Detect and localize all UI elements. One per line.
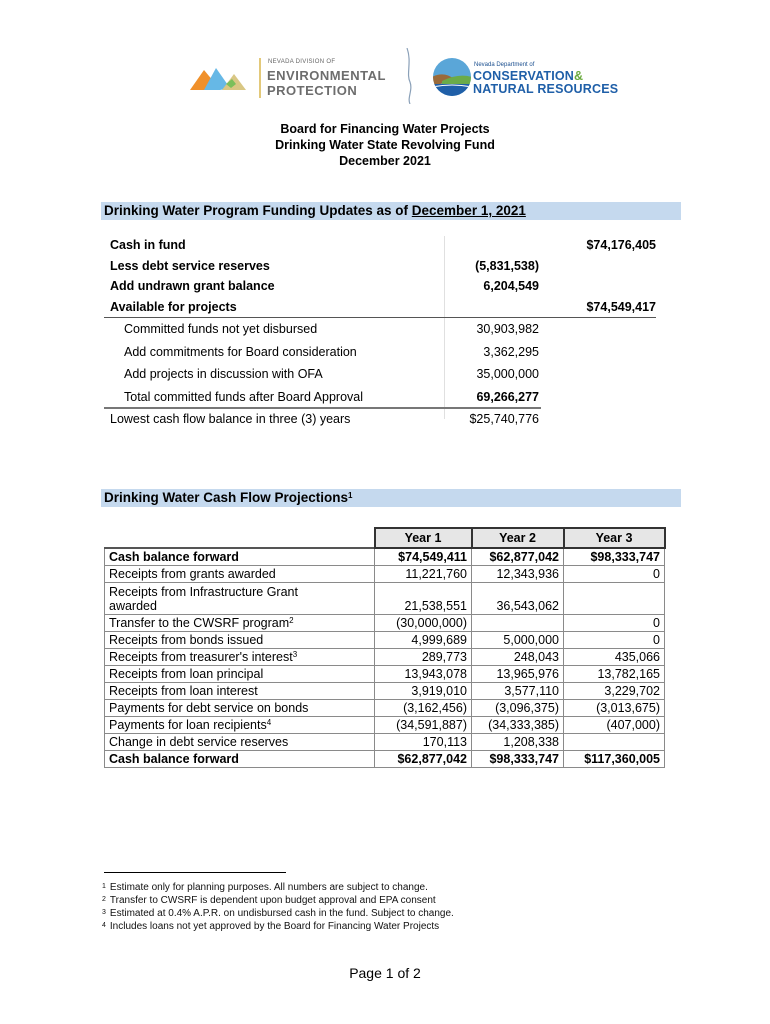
row-label (105, 648, 375, 665)
footnote-text: Transfer to CWSRF is dependent upon budget approval and EPA consent (109, 895, 436, 906)
year1-value: $62,877,042 (375, 750, 472, 767)
year1-value: 170,113 (375, 733, 472, 750)
table-row (105, 631, 665, 648)
row-label: Less debt service reserves (110, 258, 270, 273)
year2-value: $98,333,747 (472, 750, 564, 767)
row-label: Committed funds not yet disbursed (124, 322, 318, 336)
label-text: Payments for loan recipients (109, 718, 267, 732)
row-value: 30,903,982 (476, 322, 539, 336)
row-label (105, 682, 375, 699)
row-subvalue: (5,831,538) (475, 258, 539, 273)
row-value: 69,266,277 (476, 389, 539, 404)
row-label (105, 716, 375, 733)
ndep-subtitle: NEVADA DIVISION OF (268, 59, 336, 65)
footnote-ref: 1 (348, 491, 353, 500)
footnote-text: Estimate only for planning purposes. All numbers are subject to change. (109, 882, 428, 893)
label-text: Payments for debt service on bonds (109, 701, 309, 715)
year1-value: (3,162,456) (375, 699, 472, 716)
year2-value (472, 614, 564, 631)
dcnr-name-line1 (473, 69, 583, 83)
row-label: Add undrawn grant balance (110, 279, 275, 293)
table-row (105, 716, 665, 733)
commitment-total-row (104, 386, 656, 409)
row-label (105, 614, 375, 631)
ndep-name-line1: ENVIRONMENTAL (267, 68, 386, 83)
lowest-balance-row (104, 408, 656, 431)
funding-updates-heading (101, 202, 681, 220)
dcnr-conservation: CONSERVATION (473, 69, 575, 83)
year3-value: 0 (564, 631, 665, 648)
dcnr-name-line2: NATURAL RESOURCES (473, 82, 619, 96)
year1-value: 289,773 (375, 648, 472, 665)
row-label: Cash in fund (110, 238, 186, 252)
year1-value: (30,000,000) (375, 614, 472, 631)
footnote-text: Includes loans not yet approved by the Board for Financing Water Projects (109, 921, 440, 932)
row-label: Add projects in discussion with OFA (124, 367, 323, 381)
table-row (105, 699, 665, 716)
dcnr-subtitle: Nevada Department of (474, 62, 535, 68)
year3-value: 3,229,702 (564, 682, 665, 699)
label-text: Receipts from bonds issued (109, 633, 264, 647)
funding-row (104, 277, 656, 298)
label-text: Cash balance forward (109, 752, 239, 766)
label-text: Receipts from loan principal (109, 667, 264, 681)
year1-value: 3,919,010 (375, 682, 472, 699)
year3-value: $98,333,747 (564, 548, 665, 565)
year3-value (564, 733, 665, 750)
footnote-number: 3 (102, 909, 106, 916)
year2-value: $62,877,042 (472, 548, 564, 565)
column-header-year2: Year 2 (472, 528, 564, 548)
table-row (105, 582, 665, 614)
table-row (105, 648, 665, 665)
year2-value: 5,000,000 (472, 631, 564, 648)
table-row (105, 682, 665, 699)
row-label (105, 582, 375, 614)
row-label (105, 699, 375, 716)
footnote (102, 920, 454, 933)
year2-value: (3,096,375) (472, 699, 564, 716)
year1-value: 4,999,689 (375, 631, 472, 648)
year3-value: 13,782,165 (564, 665, 665, 682)
row-value: $74,549,417 (586, 299, 656, 314)
year3-value: 0 (564, 565, 665, 582)
logo-banner (0, 44, 770, 106)
year2-value: 3,577,110 (472, 682, 564, 699)
footnotes (102, 881, 454, 933)
year3-value: (3,013,675) (564, 699, 665, 716)
row-value: 35,000,000 (476, 367, 539, 381)
year3-value: (407,000) (564, 716, 665, 733)
footnote-number: 2 (102, 896, 106, 903)
label-text: Receipts from grants awarded (109, 567, 276, 581)
table-total-row (105, 750, 665, 767)
funding-summary (104, 236, 656, 431)
row-value: $25,740,776 (469, 412, 539, 426)
year2-value: 12,343,936 (472, 565, 564, 582)
table-row (105, 665, 665, 682)
cashflow-table (104, 527, 666, 768)
document-title (0, 121, 770, 169)
logo-divider (404, 48, 414, 104)
header-blank (105, 528, 375, 548)
funding-row (104, 298, 656, 319)
footnote-separator (104, 872, 286, 873)
row-label: Total committed funds after Board Approval (124, 389, 364, 404)
year3-value (564, 582, 665, 614)
page-number: Page 1 of 2 (349, 965, 421, 981)
commitment-row (104, 341, 656, 364)
row-label (105, 665, 375, 682)
heading-text: Drinking Water Cash Flow Projections (104, 490, 349, 505)
column-header-year3: Year 3 (564, 528, 665, 548)
footnote (102, 907, 454, 920)
funding-row (104, 257, 656, 278)
row-label: Add commitments for Board consideration (124, 344, 357, 359)
row-label (105, 565, 375, 582)
label-text: Receipts from treasurer's interest (109, 650, 293, 664)
ndep-name-line2: PROTECTION (267, 83, 358, 98)
footnote-number: 1 (102, 883, 106, 890)
year2-value: 36,543,062 (472, 582, 564, 614)
label-text: Change in debt service reserves (109, 735, 289, 749)
footnote-ref: 3 (292, 650, 298, 659)
year1-value: 11,221,760 (375, 565, 472, 582)
row-label: Available for projects (110, 299, 237, 314)
row-label (105, 750, 375, 767)
year1-value: 13,943,078 (375, 665, 472, 682)
year2-value: 1,208,338 (472, 733, 564, 750)
row-label: Lowest cash flow balance in three (3) years (110, 412, 351, 426)
table-header-row (105, 528, 665, 548)
title-line-3: December 2021 (339, 154, 431, 168)
footnote-ref: 4 (266, 718, 272, 727)
heading-date: December 1, 2021 (411, 203, 526, 218)
year2-value: 248,043 (472, 648, 564, 665)
year1-value: 21,538,551 (375, 582, 472, 614)
footnote-number: 4 (102, 922, 106, 929)
year2-value: (34,333,385) (472, 716, 564, 733)
commitment-row (104, 363, 656, 386)
logo-rule (259, 58, 261, 98)
row-label (105, 631, 375, 648)
commitment-row (104, 318, 656, 341)
table-row (105, 614, 665, 631)
row-label (105, 733, 375, 750)
year3-value: 435,066 (564, 648, 665, 665)
year1-value: $74,549,411 (375, 548, 472, 565)
row-value: $74,176,405 (586, 238, 656, 252)
year2-value: 13,965,976 (472, 665, 564, 682)
dcnr-ampersand: & (574, 69, 584, 83)
row-subvalue: 6,204,549 (483, 279, 539, 293)
footnote (102, 881, 454, 894)
footnote (102, 894, 454, 907)
footnote-text: Estimated at 0.4% A.P.R. on undisbursed cash in the fund. Subject to change. (109, 908, 454, 919)
row-value: 3,362,295 (483, 344, 539, 359)
footnote-ref: 2 (289, 616, 294, 625)
title-line-1: Board for Financing Water Projects (280, 122, 490, 136)
row-label (105, 548, 375, 565)
year3-value: 0 (564, 614, 665, 631)
year3-value: $117,360,005 (564, 750, 665, 767)
mountains-icon (190, 62, 246, 92)
label-text: Transfer to the CWSRF program (109, 616, 290, 630)
column-header-year1: Year 1 (375, 528, 472, 548)
table-row (105, 548, 665, 565)
label-text: Receipts from loan interest (109, 684, 258, 698)
funding-row (104, 236, 656, 257)
table-row (105, 565, 665, 582)
label-text: Receipts from Infrastructure Grant awarded (109, 584, 298, 613)
cashflow-heading (101, 489, 681, 507)
landscape-circle-icon (432, 57, 472, 97)
title-line-2: Drinking Water State Revolving Fund (275, 138, 495, 152)
year1-value: (34,591,887) (375, 716, 472, 733)
heading-prefix: Drinking Water Program Funding Updates as of (104, 203, 412, 218)
label-text: Cash balance forward (109, 550, 239, 564)
table-row (105, 733, 665, 750)
